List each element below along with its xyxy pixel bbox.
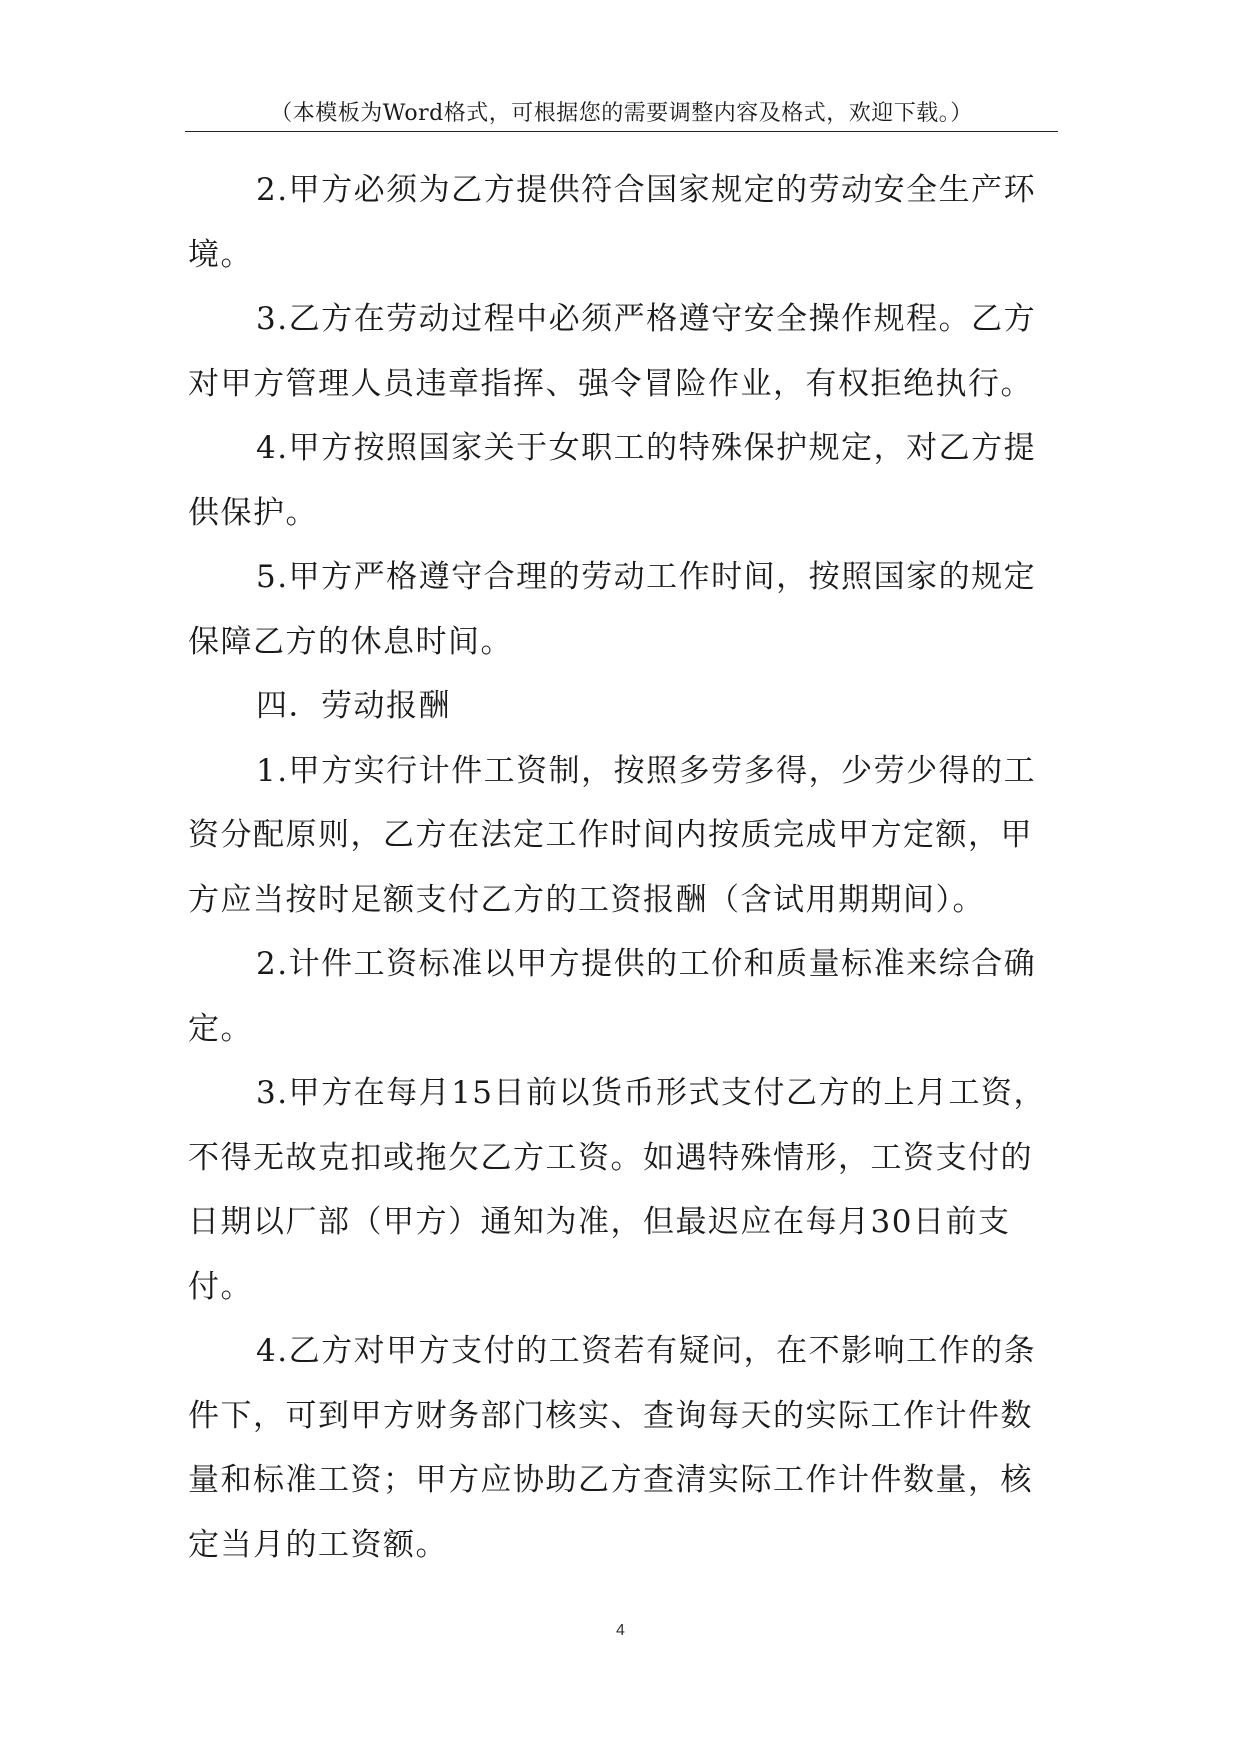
document-header-note: （本模板为Word格式，可根据您的需要调整内容及格式，欢迎下载。） bbox=[270, 101, 973, 126]
page-number: 4 bbox=[616, 1622, 625, 1639]
paragraph-piece-rate: 1.甲方实行计件工资制，按照多劳多得，少劳少得的工资分配原则，乙方在法定工作时间内按质完成甲方定额，甲方应当按时足额支付乙方的工资报酬（含试用期期间）。 bbox=[188, 752, 1037, 918]
paragraph-payment-date: 3.甲方在每月15日前以货币形式支付乙方的上月工资，不得无故克扣或拖欠乙方工资。如遇特殊情形，工资支付的日期以厂部（甲方）通知为准，但最迟应在每月30日前支付。 bbox=[188, 1075, 1047, 1305]
header-divider bbox=[185, 131, 1058, 132]
document-body bbox=[188, 158, 1058, 1577]
section-heading-remuneration: 四．劳动报酬 bbox=[256, 688, 451, 724]
paragraph-wage-inquiry: 4.乙方对甲方支付的工资若有疑问，在不影响工作的条件下，可到甲方财务部门核实、查询每天的实际工作计件数量和标准工资；甲方应协助乙方查清实际工作计件数量，核定当月的工资额。 bbox=[188, 1333, 1037, 1563]
paragraph-safety-environment: 2.甲方必须为乙方提供符合国家规定的劳动安全生产环境。 bbox=[188, 172, 1037, 273]
paragraph-wage-standard: 2.计件工资标准以甲方提供的工价和质量标准来综合确定。 bbox=[188, 946, 1037, 1047]
paragraph-female-protection: 4.甲方按照国家关于女职工的特殊保护规定，对乙方提供保护。 bbox=[188, 430, 1037, 531]
paragraph-working-hours: 5.甲方严格遵守合理的劳动工作时间，按照国家的规定保障乙方的休息时间。 bbox=[188, 559, 1037, 660]
paragraph-safety-rules: 3.乙方在劳动过程中必须严格遵守安全操作规程。乙方对甲方管理人员违章指挥、强令冒险作业，有权拒绝执行。 bbox=[188, 301, 1037, 402]
